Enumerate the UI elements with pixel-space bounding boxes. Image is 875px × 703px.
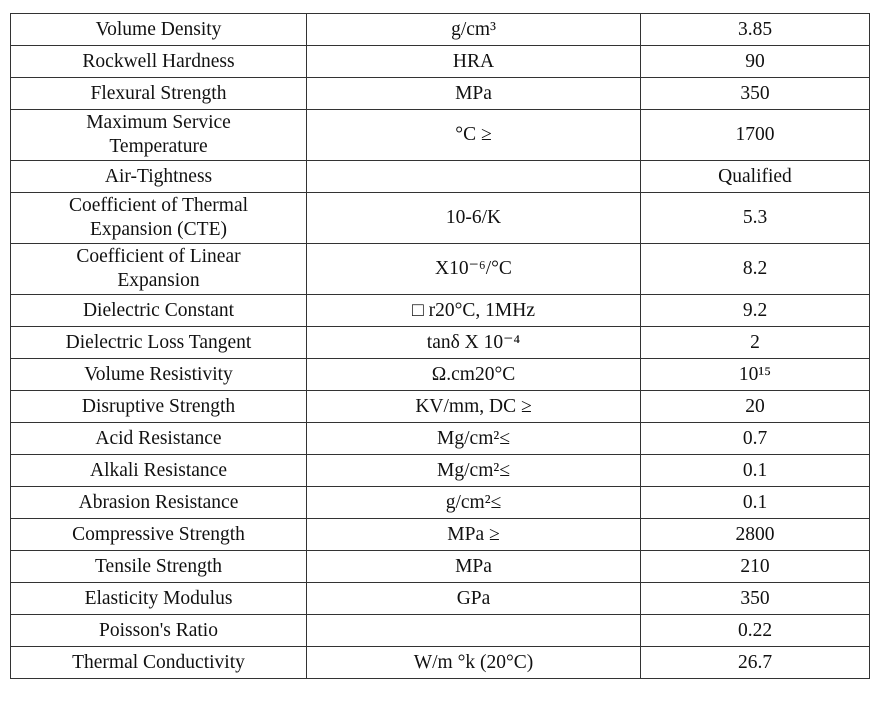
table-row (11, 455, 870, 487)
property-cell (11, 110, 307, 161)
unit-cell (307, 615, 641, 647)
unit-cell: MPa (307, 551, 641, 583)
value-cell: 1700 (641, 110, 870, 161)
property-text: Coefficient of Thermal Expansion (CTE) (68, 195, 249, 240)
value-cell: 0.1 (641, 487, 870, 519)
unit-cell: 10-6/K (307, 193, 641, 244)
value-cell: 350 (641, 583, 870, 615)
property-cell (11, 244, 307, 295)
unit-cell: Mg/cm²≤ (307, 455, 641, 487)
table-row (11, 647, 870, 679)
unit-cell: tanδ X 10⁻⁴ (307, 327, 641, 359)
value-cell: 210 (641, 551, 870, 583)
table-row (11, 161, 870, 193)
table-row (11, 193, 870, 244)
table-row (11, 110, 870, 161)
value-cell: 90 (641, 46, 870, 78)
property-cell: Rockwell Hardness (11, 46, 307, 78)
unit-cell: KV/mm, DC ≥ (307, 391, 641, 423)
unit-cell: GPa (307, 583, 641, 615)
value-cell: 0.1 (641, 455, 870, 487)
table-row (11, 551, 870, 583)
value-cell: 2 (641, 327, 870, 359)
property-cell (11, 193, 307, 244)
property-cell: Acid Resistance (11, 423, 307, 455)
properties-table-container (10, 13, 870, 679)
unit-cell: W/m °k (20°C) (307, 647, 641, 679)
value-cell: 0.22 (641, 615, 870, 647)
property-cell: Disruptive Strength (11, 391, 307, 423)
unit-cell: MPa (307, 78, 641, 110)
property-cell: Air-Tightness (11, 161, 307, 193)
table-row (11, 14, 870, 46)
value-cell: 2800 (641, 519, 870, 551)
property-cell: Dielectric Loss Tangent (11, 327, 307, 359)
table-row (11, 423, 870, 455)
property-cell: Flexural Strength (11, 78, 307, 110)
unit-cell: Mg/cm²≤ (307, 423, 641, 455)
value-cell: 8.2 (641, 244, 870, 295)
unit-cell: HRA (307, 46, 641, 78)
table-row (11, 78, 870, 110)
table-row (11, 295, 870, 327)
property-cell: Poisson's Ratio (11, 615, 307, 647)
unit-cell: Ω.cm20°C (307, 359, 641, 391)
table-row (11, 519, 870, 551)
property-cell: Volume Density (11, 14, 307, 46)
property-cell: Tensile Strength (11, 551, 307, 583)
property-cell: Dielectric Constant (11, 295, 307, 327)
value-cell: 20 (641, 391, 870, 423)
property-cell: Volume Resistivity (11, 359, 307, 391)
table-row (11, 244, 870, 295)
unit-cell: X10⁻⁶/°C (307, 244, 641, 295)
unit-cell: g/cm³ (307, 14, 641, 46)
value-cell: 26.7 (641, 647, 870, 679)
property-cell: Alkali Resistance (11, 455, 307, 487)
value-cell: 3.85 (641, 14, 870, 46)
unit-cell: □ r20°C, 1MHz (307, 295, 641, 327)
unit-cell: °C ≥ (307, 110, 641, 161)
value-cell: 5.3 (641, 193, 870, 244)
property-text: Coefficient of Linear Expansion (76, 246, 241, 291)
table-row (11, 359, 870, 391)
property-cell: Elasticity Modulus (11, 583, 307, 615)
table-row (11, 391, 870, 423)
unit-cell (307, 161, 641, 193)
property-text: Maximum Service Temperature (86, 112, 231, 157)
value-cell: 10¹⁵ (641, 359, 870, 391)
value-cell: 0.7 (641, 423, 870, 455)
table-row (11, 583, 870, 615)
unit-cell: MPa ≥ (307, 519, 641, 551)
value-cell: 350 (641, 78, 870, 110)
value-cell: 9.2 (641, 295, 870, 327)
properties-table (10, 13, 870, 679)
table-row (11, 46, 870, 78)
property-cell: Thermal Conductivity (11, 647, 307, 679)
table-row (11, 327, 870, 359)
value-cell: Qualified (641, 161, 870, 193)
table-row (11, 615, 870, 647)
table-row (11, 487, 870, 519)
unit-cell: g/cm²≤ (307, 487, 641, 519)
property-cell: Compressive Strength (11, 519, 307, 551)
property-cell: Abrasion Resistance (11, 487, 307, 519)
